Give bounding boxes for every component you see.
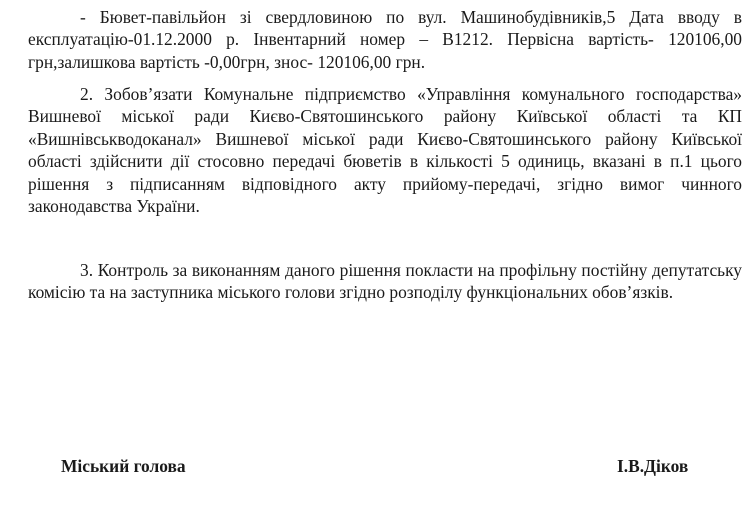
paragraph-text: 3. Контроль за виконанням даного рішення покласти на профільну постійну депутатську комісію та на заступника міського голови згідно розподілу функціональних обов’язків.: [28, 260, 742, 303]
paragraph-pavilion-details: [28, 6, 742, 73]
paragraph-item-3: [28, 259, 742, 304]
paragraph-item-2: [28, 83, 742, 217]
signature-title: Міський голова: [61, 456, 186, 476]
paragraph-text: - Бювет-павільйон зі свердловиною по вул. Машинобудівників,5 Дата вводу в експлуатацію-01.12.2000 р. Інвентарний номер – В1212. Первісна вартість- 120106,00 грн,залишкова вартість -0,00грн, знос- 120106,00 грн.: [28, 7, 742, 72]
paragraph-text: 2. Зобов’язати Комунальне підприємство «Управління комунального господарства» Вишневої міської ради Києво-Святошинського району Київської області та КП «Вишнівськводоканал» Вишневої міської ради Києво-Святошинського району Київської області здійснити дії стосовно передачі бюветів в кількості 5 одиниць, вказані в п.1 цього рішення з підписанням відповідного акту прийому-передачі, згідно вимог чинного законодавства України.: [28, 84, 742, 217]
signature-name: І.В.Діков: [617, 456, 689, 476]
